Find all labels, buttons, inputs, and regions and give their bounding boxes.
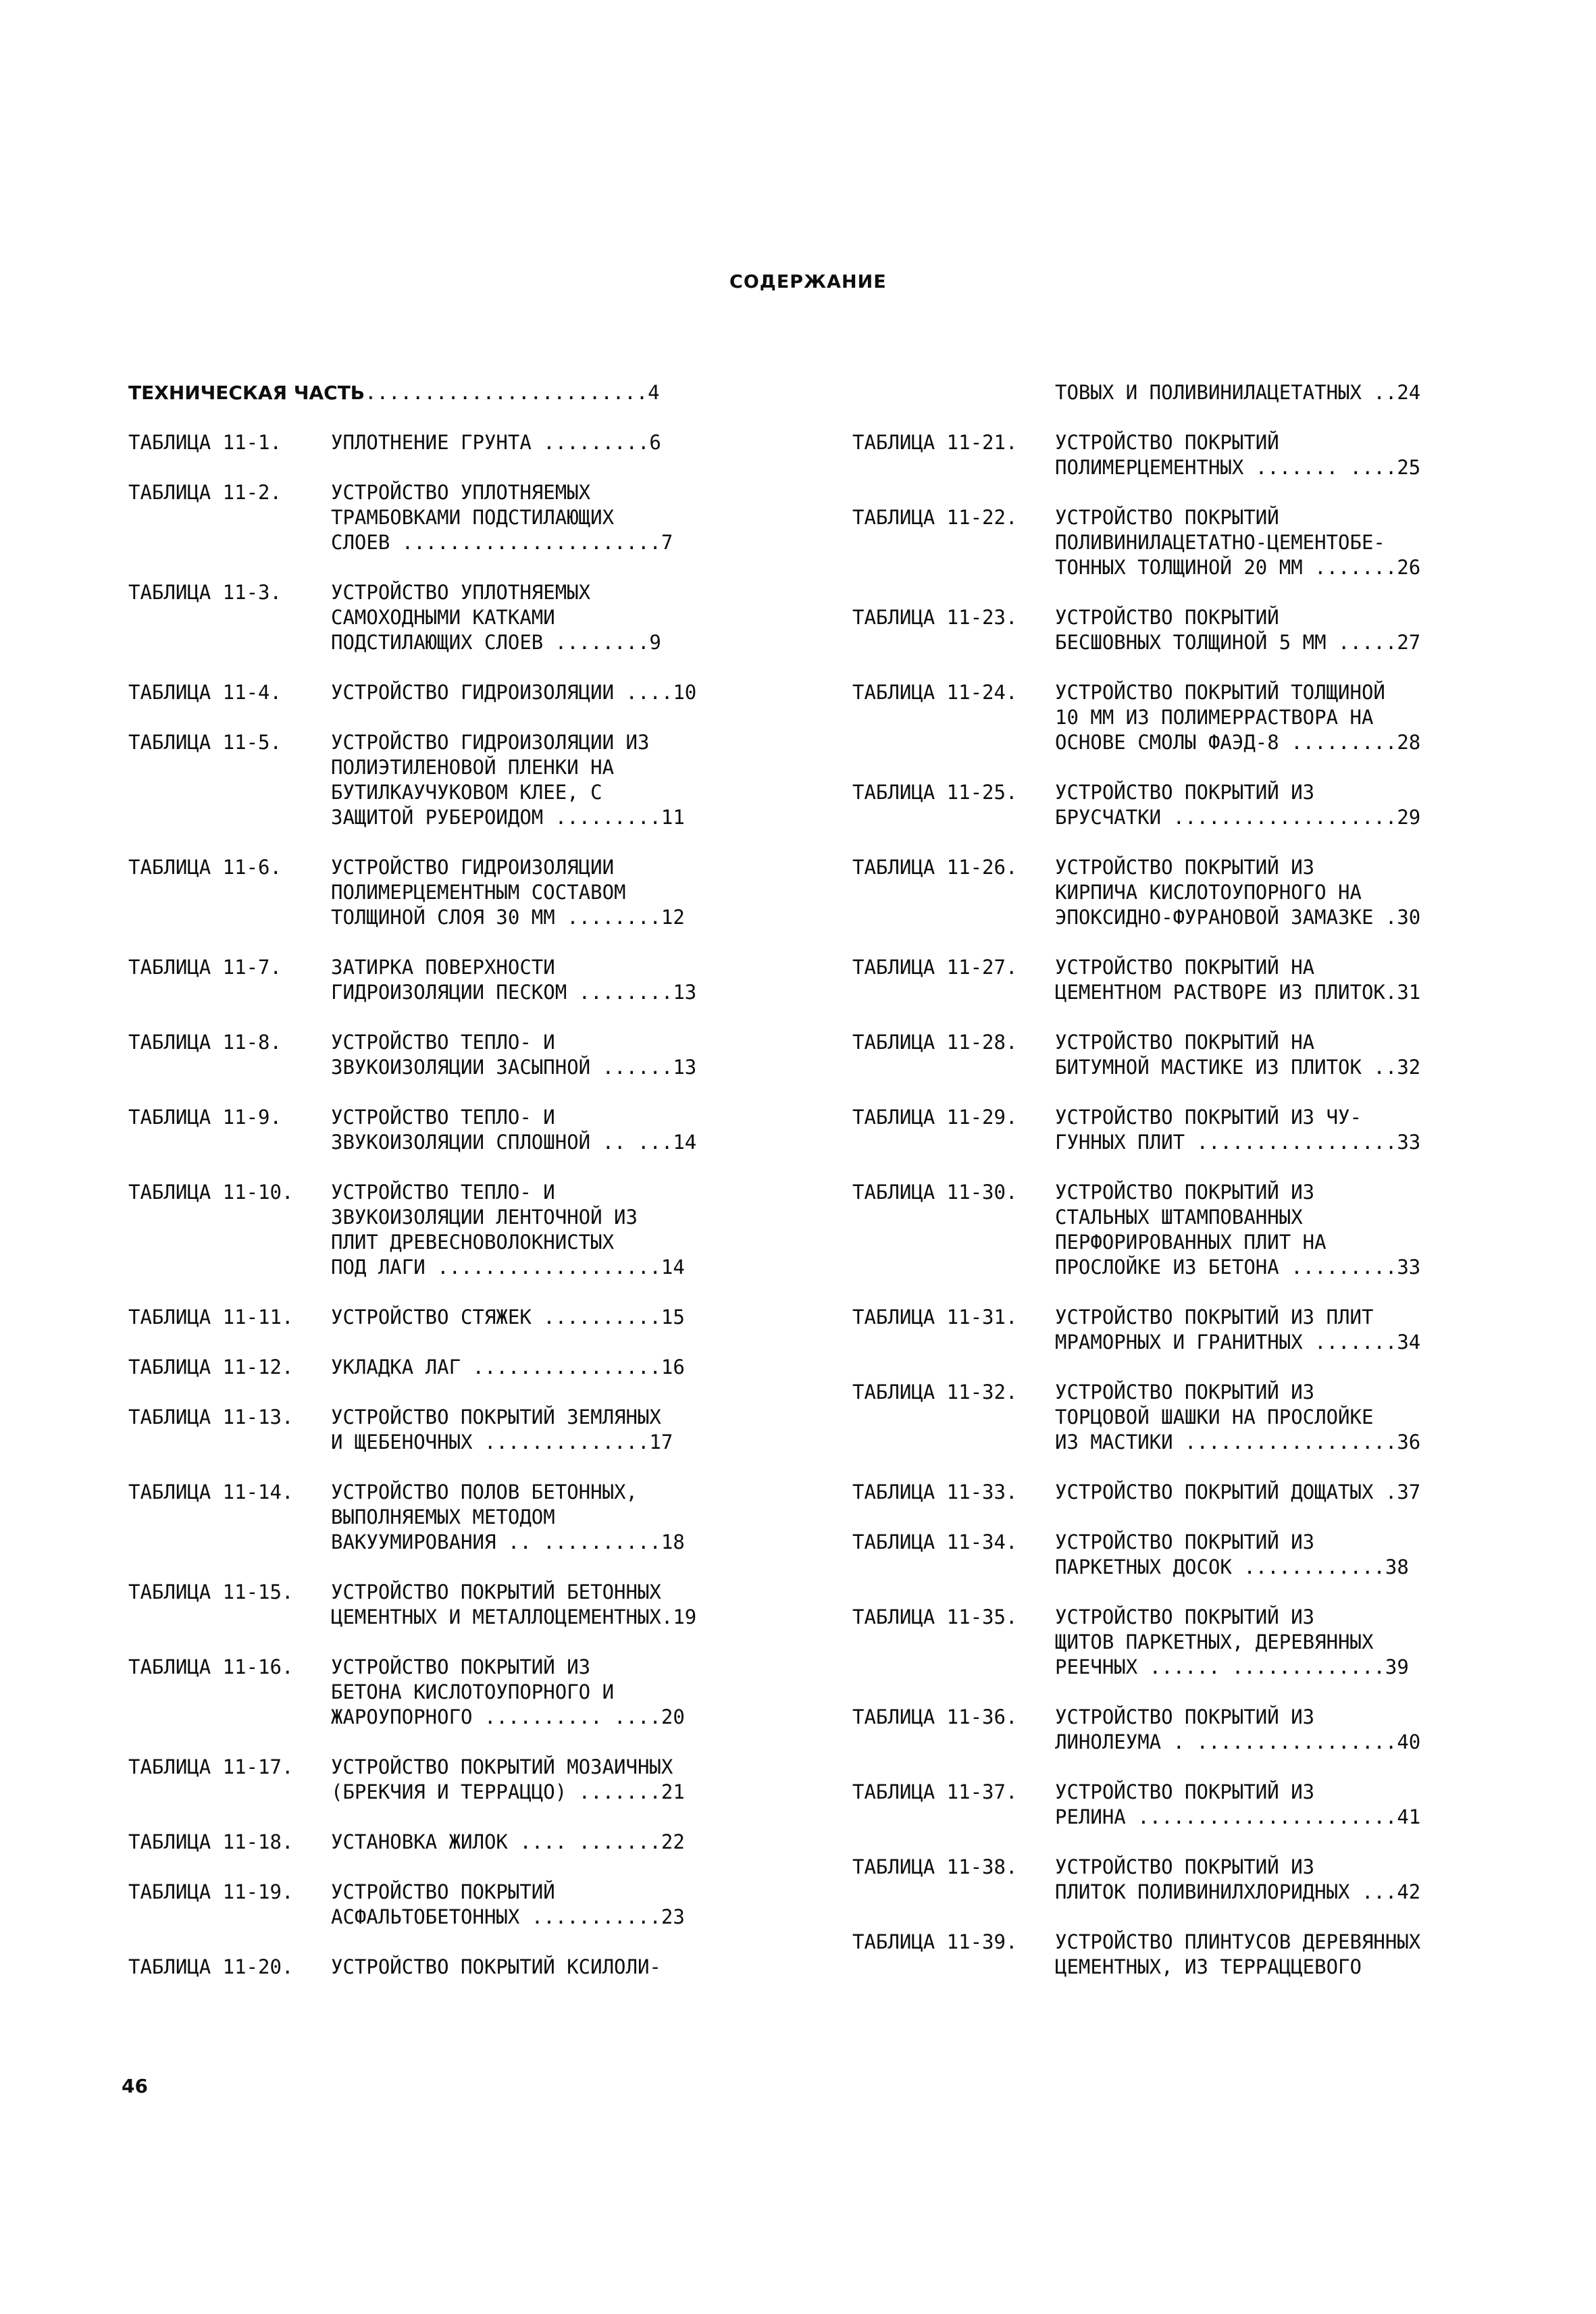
toc-entry [852,1305,1470,1355]
toc-entry-label: ТАБЛИЦА 11-36. [852,1705,1018,1728]
toc-entry-title [1055,1930,1420,1980]
toc-entry-line: ВАКУУМИРОВАНИЯ .. ..........18 [331,1531,685,1553]
toc-entry-label: ТАБЛИЦА 11-10. [128,1181,294,1204]
toc-entry [128,1355,746,1380]
toc-entry-label: ТАБЛИЦА 11-3. [128,581,282,604]
toc-entry-label: ТАБЛИЦА 11-11. [128,1306,294,1329]
toc-entry-line: АСФАЛЬТОБЕТОННЫХ ...........23 [331,1905,685,1928]
toc-entry [128,1580,746,1630]
toc-entry-line: УСТРОЙСТВО ПОКРЫТИЙ ИЗ [1055,1780,1315,1803]
toc-entry-line: УСТРОЙСТВО ПОКРЫТИЙ ИЗ [1055,1855,1315,1878]
toc-entry-line: УСТРОЙСТВО ПОКРЫТИЙ ИЗ [1055,1705,1315,1728]
toc-entry-line: УСТРОЙСТВО ПОКРЫТИЙ НА [1055,1031,1315,1054]
toc-entry-line: ПАРКЕТНЫХ ДОСОК ............38 [1055,1555,1409,1578]
toc-entry-line: УСТРОЙСТВО ПОКРЫТИЙ ИЗ [1055,856,1315,879]
toc-entry-line: ЩИТОВ ПАРКЕТНЫХ, ДЕРЕВЯННЫХ [1055,1630,1374,1653]
continuation-text: ТОВЫХ И ПОЛИВИНИЛАЦЕТАТНЫХ ..24 [1055,381,1421,404]
toc-entry-title [1055,680,1420,755]
toc-entry [852,780,1470,830]
toc-entry-line: И ЩЕБЕНОЧНЫХ ..............17 [331,1431,673,1454]
toc-entry-label: ТАБЛИЦА 11-18. [128,1830,294,1853]
toc-entry [852,1930,1470,1980]
toc-entry-title [331,1655,685,1730]
toc-entry-line: ЦЕМЕНТНЫХ, ИЗ ТЕРРАЦЦЕВОГО [1055,1955,1362,1978]
toc-entry-title [331,430,661,455]
toc-entry-line: ПОЛИМЕРЦЕМЕНТНЫХ ....... ....25 [1055,456,1421,479]
toc-entry-line: ПРОСЛОЙКЕ ИЗ БЕТОНА .........33 [1055,1256,1421,1279]
toc-entry-line: УСТРОЙСТВО ПОКРЫТИЙ [1055,506,1279,529]
toc-entry-label: ТАБЛИЦА 11-37. [852,1780,1018,1803]
toc-entry [128,680,746,705]
toc-entry [128,580,746,655]
toc-entry-line: БИТУМНОЙ МАСТИКЕ ИЗ ПЛИТОК ..32 [1055,1056,1421,1079]
toc-entry-line: УСТРОЙСТВО ПОЛОВ БЕТОННЫХ, [331,1481,638,1503]
toc-continuation [852,380,1470,405]
toc-entry-title [331,730,685,830]
toc-entry-line: 10 ММ ИЗ ПОЛИМЕРРАСТВОРА НА [1055,706,1374,729]
toc-entry-title [1055,1105,1420,1155]
toc-entry-line: ЗВУКОИЗОЛЯЦИИ ЗАСЫПНОЙ ......13 [331,1056,697,1079]
toc-entry-title [331,1955,661,1980]
toc-entry-label: ТАБЛИЦА 11-14. [128,1481,294,1503]
toc-entry-line: УСТРОЙСТВО ПОКРЫТИЙ ИЗ ПЛИТ [1055,1306,1374,1329]
toc-entry-label: ТАБЛИЦА 11-23. [852,606,1018,629]
toc-entry [128,480,746,555]
toc-entry-line: ОСНОВЕ СМОЛЫ ФАЭД-8 .........28 [1055,731,1421,754]
toc-entry-title [1055,1180,1420,1280]
toc-entry-label: ТАБЛИЦА 11-2. [128,481,282,504]
toc-entry-line: УСТРОЙСТВО ПОКРЫТИЙ ТОЛЩИНОЙ [1055,681,1385,704]
toc-entry-line: БЕТОНА КИСЛОТОУПОРНОГО И [331,1680,615,1703]
toc-entry-label: ТАБЛИЦА 11-4. [128,681,282,704]
toc-entry [128,1830,746,1855]
toc-entry-line: ЗВУКОИЗОЛЯЦИИ СПЛОШНОЙ .. ...14 [331,1131,697,1154]
toc-entry-line: УСТРОЙСТВО ПОКРЫТИЙ НА [1055,956,1315,979]
toc-entry-title [331,1180,685,1280]
toc-entry [852,1380,1470,1455]
toc-entry [128,430,746,455]
toc-entry-line: ЦЕМЕНТНЫХ И МЕТАЛЛОЦЕМЕНТНЫХ.19 [331,1605,697,1628]
toc-entry-label: ТАБЛИЦА 11-5. [128,731,282,754]
toc-entry-title [1055,605,1420,655]
toc-entry [128,1105,746,1155]
toc-entry-line: САМОХОДНЫМИ КАТКАМИ [331,606,555,629]
toc-entry-title [331,1105,696,1155]
toc-entry-line: УСТРОЙСТВО ПОКРЫТИЙ КСИЛОЛИ- [331,1955,661,1978]
toc-entry-line: УСТРОЙСТВО ПОКРЫТИЙ ЗЕМЛЯНЫХ [331,1406,661,1429]
toc-entry [128,1305,746,1330]
toc-entry-line: ПЛИТОК ПОЛИВИНИЛХЛОРИДНЫХ ...42 [1055,1880,1421,1903]
toc-entry-label: ТАБЛИЦА 11-22. [852,506,1018,529]
toc-entry-title [331,480,673,555]
toc-entry-label: ТАБЛИЦА 11-1. [128,431,282,454]
toc-entry [128,1405,746,1455]
toc-entry-label: ТАБЛИЦА 11-27. [852,956,1018,979]
toc-entry [852,1780,1470,1830]
toc-entry [852,1855,1470,1905]
toc-entry-label: ТАБЛИЦА 11-13. [128,1406,294,1429]
toc-entry-line: УСТРОЙСТВО ГИДРОИЗОЛЯЦИИ ....10 [331,681,697,704]
tech-part-page: 4 [648,381,660,404]
toc-entry-label: ТАБЛИЦА 11-19. [128,1880,294,1903]
toc-entry-title [1055,1030,1420,1080]
toc-entry [128,1755,746,1805]
toc-entry-title [1055,955,1420,1005]
toc-entry-label: ТАБЛИЦА 11-24. [852,681,1018,704]
toc-entry-line: ЗВУКОИЗОЛЯЦИИ ЛЕНТОЧНОЙ ИЗ [331,1206,638,1229]
toc-entry [128,1880,746,1930]
toc-entry [852,1605,1470,1680]
toc-entry-line: ПОЛИМЕРЦЕМЕНТНЫМ СОСТАВОМ [331,881,626,904]
toc-entry-label: ТАБЛИЦА 11-9. [128,1106,282,1129]
toc-entry-line: УСТРОЙСТВО ГИДРОИЗОЛЯЦИИ [331,856,615,879]
toc-entry-line: УСТРОЙСТВО ПОКРЫТИЙ ИЗ [331,1655,591,1678]
toc-entry-label: ТАБЛИЦА 11-16. [128,1655,294,1678]
toc-entry-label: ТАБЛИЦА 11-21. [852,431,1018,454]
toc-entry-line: УСТРОЙСТВО УПЛОТНЯЕМЫХ [331,581,591,604]
toc-right-column [852,380,1470,2005]
toc-entry-title [331,1880,685,1930]
toc-entry-line: БРУСЧАТКИ ...................29 [1055,806,1421,829]
toc-entry-line: ПОД ЛАГИ ...................14 [331,1256,685,1279]
toc-entry-line: ТОРЦОВОЙ ШАШКИ НА ПРОСЛОЙКЕ [1055,1406,1374,1429]
toc-entry-title [331,1405,673,1455]
toc-entry-line: (БРЕКЧИЯ И ТЕРРАЦЦО) .......21 [331,1780,685,1803]
toc-entry-title [331,1830,685,1855]
toc-entry-title [1055,1705,1420,1755]
toc-entry-line: ИЗ МАСТИКИ ..................36 [1055,1431,1421,1454]
toc-entry-line: МРАМОРНЫХ И ГРАНИТНЫХ .......34 [1055,1331,1421,1354]
toc-entry-line: УКЛАДКА ЛАГ ................16 [331,1356,685,1379]
toc-entry [128,730,746,830]
toc-entry-title [1055,1480,1420,1505]
toc-entry-line: КИРПИЧА КИСЛОТОУПОРНОГО НА [1055,881,1362,904]
toc-entry-label: ТАБЛИЦА 11-17. [128,1755,294,1778]
toc-entry-label: ТАБЛИЦА 11-28. [852,1031,1018,1054]
toc-entry-line: ТРАМБОВКАМИ ПОДСТИЛАЮЩИХ [331,506,615,529]
toc-entry-line: УСТРОЙСТВО ПОКРЫТИЙ ИЗ [1055,781,1315,804]
toc-entry-title [331,955,696,1005]
toc-entry-line: УСТРОЙСТВО ПОКРЫТИЙ [1055,606,1279,629]
toc-entry [128,855,746,930]
toc-entry-line: РЕЕЧНЫХ ...... .............39 [1055,1655,1409,1678]
toc-entry-line: ПОДСТИЛАЮЩИХ СЛОЕВ ........9 [331,631,661,654]
toc-entry-line: ГУННЫХ ПЛИТ .................33 [1055,1131,1421,1154]
toc-entry-line: ЦЕМЕНТНОМ РАСТВОРЕ ИЗ ПЛИТОК.31 [1055,981,1421,1004]
toc-entry-line: ЛИНОЛЕУМА . .................40 [1055,1730,1421,1753]
toc-entry-line: ПОЛИЭТИЛЕНОВОЙ ПЛЕНКИ НА [331,756,615,779]
toc-entry-line: ПЛИТ ДРЕВЕСНОВОЛОКНИСТЫХ [331,1231,615,1254]
toc-entry-line: УСТРОЙСТВО ПОКРЫТИЙ ДОЩАТЫХ .37 [1055,1481,1421,1503]
toc-entry-title [1055,1855,1420,1905]
toc-entry-label: ТАБЛИЦА 11-20. [128,1955,294,1978]
toc-entry-title [1055,1780,1420,1830]
toc-entry-line: УСТРОЙСТВО ПОКРЫТИЙ ИЗ [1055,1531,1315,1553]
toc-entry [852,855,1470,930]
toc-entry-line: ГИДРОИЗОЛЯЦИИ ПЕСКОМ ........13 [331,981,697,1004]
toc-entry-line: УСТАНОВКА ЖИЛОК .... .......22 [331,1830,685,1853]
toc-entry-line: СЛОЕВ ......................7 [331,531,673,554]
toc-entry-line: РЕЛИНА ......................41 [1055,1805,1421,1828]
toc-entry-line: БУТИЛКАУЧУКОВОМ КЛЕЕ, С [331,781,602,804]
toc-entry-line: ЗАЩИТОЙ РУБЕРОИДОМ .........11 [331,806,685,829]
toc-entry [128,1180,746,1280]
toc-entry-line: УСТРОЙСТВО ПОКРЫТИЙ БЕТОННЫХ [331,1580,661,1603]
toc-entry-line: УСТРОЙСТВО ПОКРЫТИЙ ИЗ [1055,1605,1315,1628]
toc-entry-line: БЕСШОВНЫХ ТОЛЩИНОЙ 5 ММ .....27 [1055,631,1421,654]
toc-entry-label: ТАБЛИЦА 11-30. [852,1181,1018,1204]
toc-entry-label: ТАБЛИЦА 11-25. [852,781,1018,804]
toc-entry-label: ТАБЛИЦА 11-32. [852,1381,1018,1404]
toc-entry [852,1105,1470,1155]
toc-entry-line: УСТРОЙСТВО СТЯЖЕК ..........15 [331,1306,685,1329]
toc-entry-title [331,1030,696,1080]
toc-entry [852,1180,1470,1280]
toc-entry-title [1055,1605,1409,1680]
toc-entry-title [1055,505,1420,580]
toc-entry-line: УСТРОЙСТВО ПОКРЫТИЙ [1055,431,1279,454]
toc-entry-line: УСТРОЙСТВО ПОКРЫТИЙ [331,1880,555,1903]
toc-entry-line: УСТРОЙСТВО ПОКРЫТИЙ ИЗ [1055,1381,1315,1404]
toc-tech-part [128,380,746,405]
toc-entry [852,1480,1470,1505]
toc-entry-label: ТАБЛИЦА 11-26. [852,856,1018,879]
toc-entry-title [1055,1380,1420,1455]
toc-entry-line: УПЛОТНЕНИЕ ГРУНТА .........6 [331,431,661,454]
toc-entry-title [331,1580,696,1630]
toc-entry-line: ТОННЫХ ТОЛЩИНОЙ 20 ММ .......26 [1055,556,1421,579]
toc-entry [852,430,1470,480]
toc-entry-title [331,1355,685,1380]
toc-entry [852,1030,1470,1080]
toc-entry-line: ПЕРФОРИРОВАННЫХ ПЛИТ НА [1055,1231,1327,1254]
toc-entry-line: СТАЛЬНЫХ ШТАМПОВАННЫХ [1055,1206,1303,1229]
toc-entry [852,955,1470,1005]
toc-entry-line: УСТРОЙСТВО ТЕПЛО- И [331,1181,555,1204]
toc-entry-line: УСТРОЙСТВО ПОКРЫТИЙ ИЗ ЧУ- [1055,1106,1362,1129]
toc-entry-title [331,680,696,705]
toc-entry-label: ТАБЛИЦА 11-15. [128,1580,294,1603]
toc-entry-label: ТАБЛИЦА 11-12. [128,1356,294,1379]
toc-right-entries [852,430,1470,1980]
toc-entry-label: ТАБЛИЦА 11-39. [852,1930,1018,1953]
toc-entry [128,1655,746,1730]
toc-entry [128,1955,746,1980]
toc-entry-title [331,1305,685,1330]
toc-entry-title [331,580,661,655]
toc-entry-line: ПОЛИВИНИЛАЦЕТАТНО-ЦЕМЕНТОБЕ- [1055,531,1385,554]
toc-entry-line: УСТРОЙСТВО ПЛИНТУСОВ ДЕРЕВЯННЫХ [1055,1930,1421,1953]
toc-entry-title [331,1480,685,1555]
toc-entry-line: ЗАТИРКА ПОВЕРХНОСТИ [331,956,555,979]
toc-entry-label: ТАБЛИЦА 11-34. [852,1531,1018,1553]
toc-entry [128,1030,746,1080]
toc-entry-label: ТАБЛИЦА 11-29. [852,1106,1018,1129]
toc-entry [128,955,746,1005]
toc-entry-title [1055,855,1420,930]
toc-entry-line: УСТРОЙСТВО ТЕПЛО- И [331,1031,555,1054]
toc-entry-line: УСТРОЙСТВО ГИДРОИЗОЛЯЦИИ ИЗ [331,731,650,754]
tech-part-leader: ........................ [365,381,648,404]
toc-entry [128,1480,746,1555]
toc-entry-label: ТАБЛИЦА 11-38. [852,1855,1018,1878]
toc-entry-title [1055,1530,1409,1580]
toc-entry-title [1055,1305,1420,1355]
toc-entry-line: ТОЛЩИНОЙ СЛОЯ 30 ММ ........12 [331,906,685,929]
toc-entry-title [331,1755,685,1805]
toc-entry [852,680,1470,755]
toc-left-entries [128,430,746,1980]
toc-entry-line: ЖАРОУПОРНОГО .......... ....20 [331,1705,685,1728]
toc-entry-label: ТАБЛИЦА 11-33. [852,1481,1018,1503]
tech-part-label: ТЕХНИЧЕСКАЯ ЧАСТЬ [128,382,365,404]
toc-entry [852,1705,1470,1755]
toc-entry-title [1055,430,1420,480]
toc-entry-label: ТАБЛИЦА 11-35. [852,1605,1018,1628]
toc-entry-label: ТАБЛИЦА 11-8. [128,1031,282,1054]
toc-entry-title [331,855,685,930]
toc-entry [852,605,1470,655]
toc-entry [852,1530,1470,1580]
toc-left-column [128,380,746,2005]
toc-entry-label: ТАБЛИЦА 11-31. [852,1306,1018,1329]
page-title: СОДЕРЖАНИЕ [729,272,887,292]
toc-entry-label: ТАБЛИЦА 11-7. [128,956,282,979]
toc-entry-line: ВЫПОЛНЯЕМЫХ МЕТОДОМ [331,1506,555,1528]
toc-entry-line: УСТРОЙСТВО ТЕПЛО- И [331,1106,555,1129]
toc-entry-line: УСТРОЙСТВО ПОКРЫТИЙ ИЗ [1055,1181,1315,1204]
toc-entry-label: ТАБЛИЦА 11-6. [128,856,282,879]
toc-entry-title [1055,780,1420,830]
toc-entry [852,505,1470,580]
page-number: 46 [122,2075,148,2097]
toc-entry-line: ЭПОКСИДНО-ФУРАНОВОЙ ЗАМАЗКЕ .30 [1055,906,1421,929]
toc-entry-line: УСТРОЙСТВО ПОКРЫТИЙ МОЗАИЧНЫХ [331,1755,673,1778]
toc-entry-line: УСТРОЙСТВО УПЛОТНЯЕМЫХ [331,481,591,504]
